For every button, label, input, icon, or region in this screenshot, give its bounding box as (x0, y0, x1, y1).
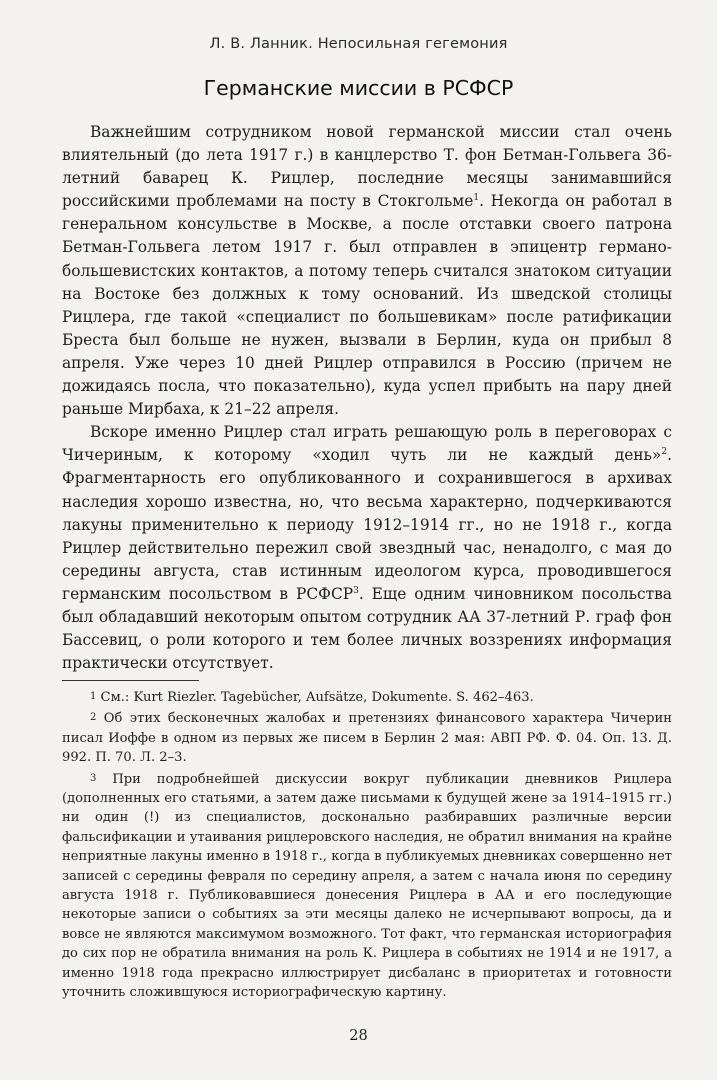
footnote-text: При подробнейшей дискуссии вокруг публикации дневников Рицлера (дополненных его статьями, а затем даже письмами к будущей жене за 1914–1915 гг.) ни один (!) из специалистов, досконально разбиравших различные версии фальсификации и утаивания рицлеровского наследия, не обратил внимания на крайне неприятные лакуны именно в 1918 г., когда в публикуемых дневниках совершенно нет записей с середины февраля по середину апреля, а затем с начала июня по середину августа 1918 г. Публиковавшиеся донесения Рицлера в АА и его последующие некоторые записи о событиях за эти месяцы далеко не исчерпывают вопросы, да и вовсе не являются максимумом возможного. Тот факт, что германская историография до сих пор не обратила внимания на роль К. Рицлера в событиях не 1914 и не 1917, а именно 1918 года прекрасно иллюстрирует дисбаланс в приоритетах и готовности уточнить сложившуюся историографическую картину. (62, 771, 672, 1001)
footnote-mark: 2 (90, 712, 97, 724)
text-run: . Еще одним чиновником посольства был обладавший некоторым опытом сотрудник АА 37-летний Р. граф фон Бассевиц, о роли которого и тем более личных воззрениях информация практически отсутствует. (62, 584, 672, 673)
text-run: . Фрагментарность его опубликованного и сохранившегося в архивах наследия хорошо известна, но, что весьма характерно, подчеркиваются лакуны применительно к периоду 1912–1914 гг., но не 1918 г., когда Рицлер действительно пережил свой звездный час, ненадолго, с мая до середины августа, став истинным идеологом курса, проводившегося германским посольством в РСФСР (62, 446, 672, 603)
footnote (62, 687, 672, 707)
page-number: 28 (349, 1028, 368, 1044)
footnote-separator (62, 680, 199, 681)
text-run: Вскоре именно Рицлер стал играть решающую роль в переговорах с Чичериным, к которому «ходил чуть ли не каждый день» (62, 423, 672, 465)
footnote-text: Об этих бесконечных жалобах и претензиях финансового характера Чичерин писал Иоффе в одном из первых же писем в Берлин 2 мая: АВП РФ. Ф. 04. Оп. 13. Д. 992. П. 70. Л. 2–3. (62, 711, 673, 766)
footnote-text: См.: Kurt Riezler. Tagebücher, Aufsätze, Dokumente. S. 462–463. (100, 690, 534, 705)
running-head: Л. В. Ланник. Непосильная гегемония (209, 36, 508, 52)
footnote (62, 708, 672, 767)
text-run: . Некогда он работал в генеральном консульстве в Москве, а после отставки своего патрона Бетман-Гольвега летом 1917 г. был отправлен в эпицентр германо-большевистских контактов, а потому теперь считался знатоком ситуации на Востоке без должных к тому оснований. Из шведской столицы Рицлера, где такой «специалист по большевикам» после ратификации Бреста был больше не нужен, вызвали в Берлин, куда он прибыл 8 апреля. Уже через 10 дней Рицлер отправился в Россию (причем не дожидаясь посла, что показательно), куда успел прибыть на пару дней раньше Мирбаха, к 21–22 апреля. (62, 192, 672, 419)
footnote (62, 769, 672, 1003)
footnote-mark: 1 (90, 691, 97, 702)
footnote-ref: 1 (473, 193, 480, 204)
footnotes (62, 687, 672, 1004)
section-title: Германские миссии в РСФСР (203, 76, 514, 100)
paragraph (62, 121, 672, 421)
paragraph (62, 421, 672, 675)
footnote-ref: 3 (353, 585, 359, 596)
footnote-mark: 3 (90, 772, 97, 784)
footnote-ref: 2 (661, 447, 668, 458)
text-run: Важнейшим сотрудником новой германской миссии стал очень влиятельный (до лета 1917 г.) в канцлерство Т. фон Бетман-Гольвега 36-летний баварец К. Рицлер, последние месяцы занимавшийся российскими проблемами на посту в Стокгольме (62, 123, 672, 211)
main-text (62, 121, 672, 675)
